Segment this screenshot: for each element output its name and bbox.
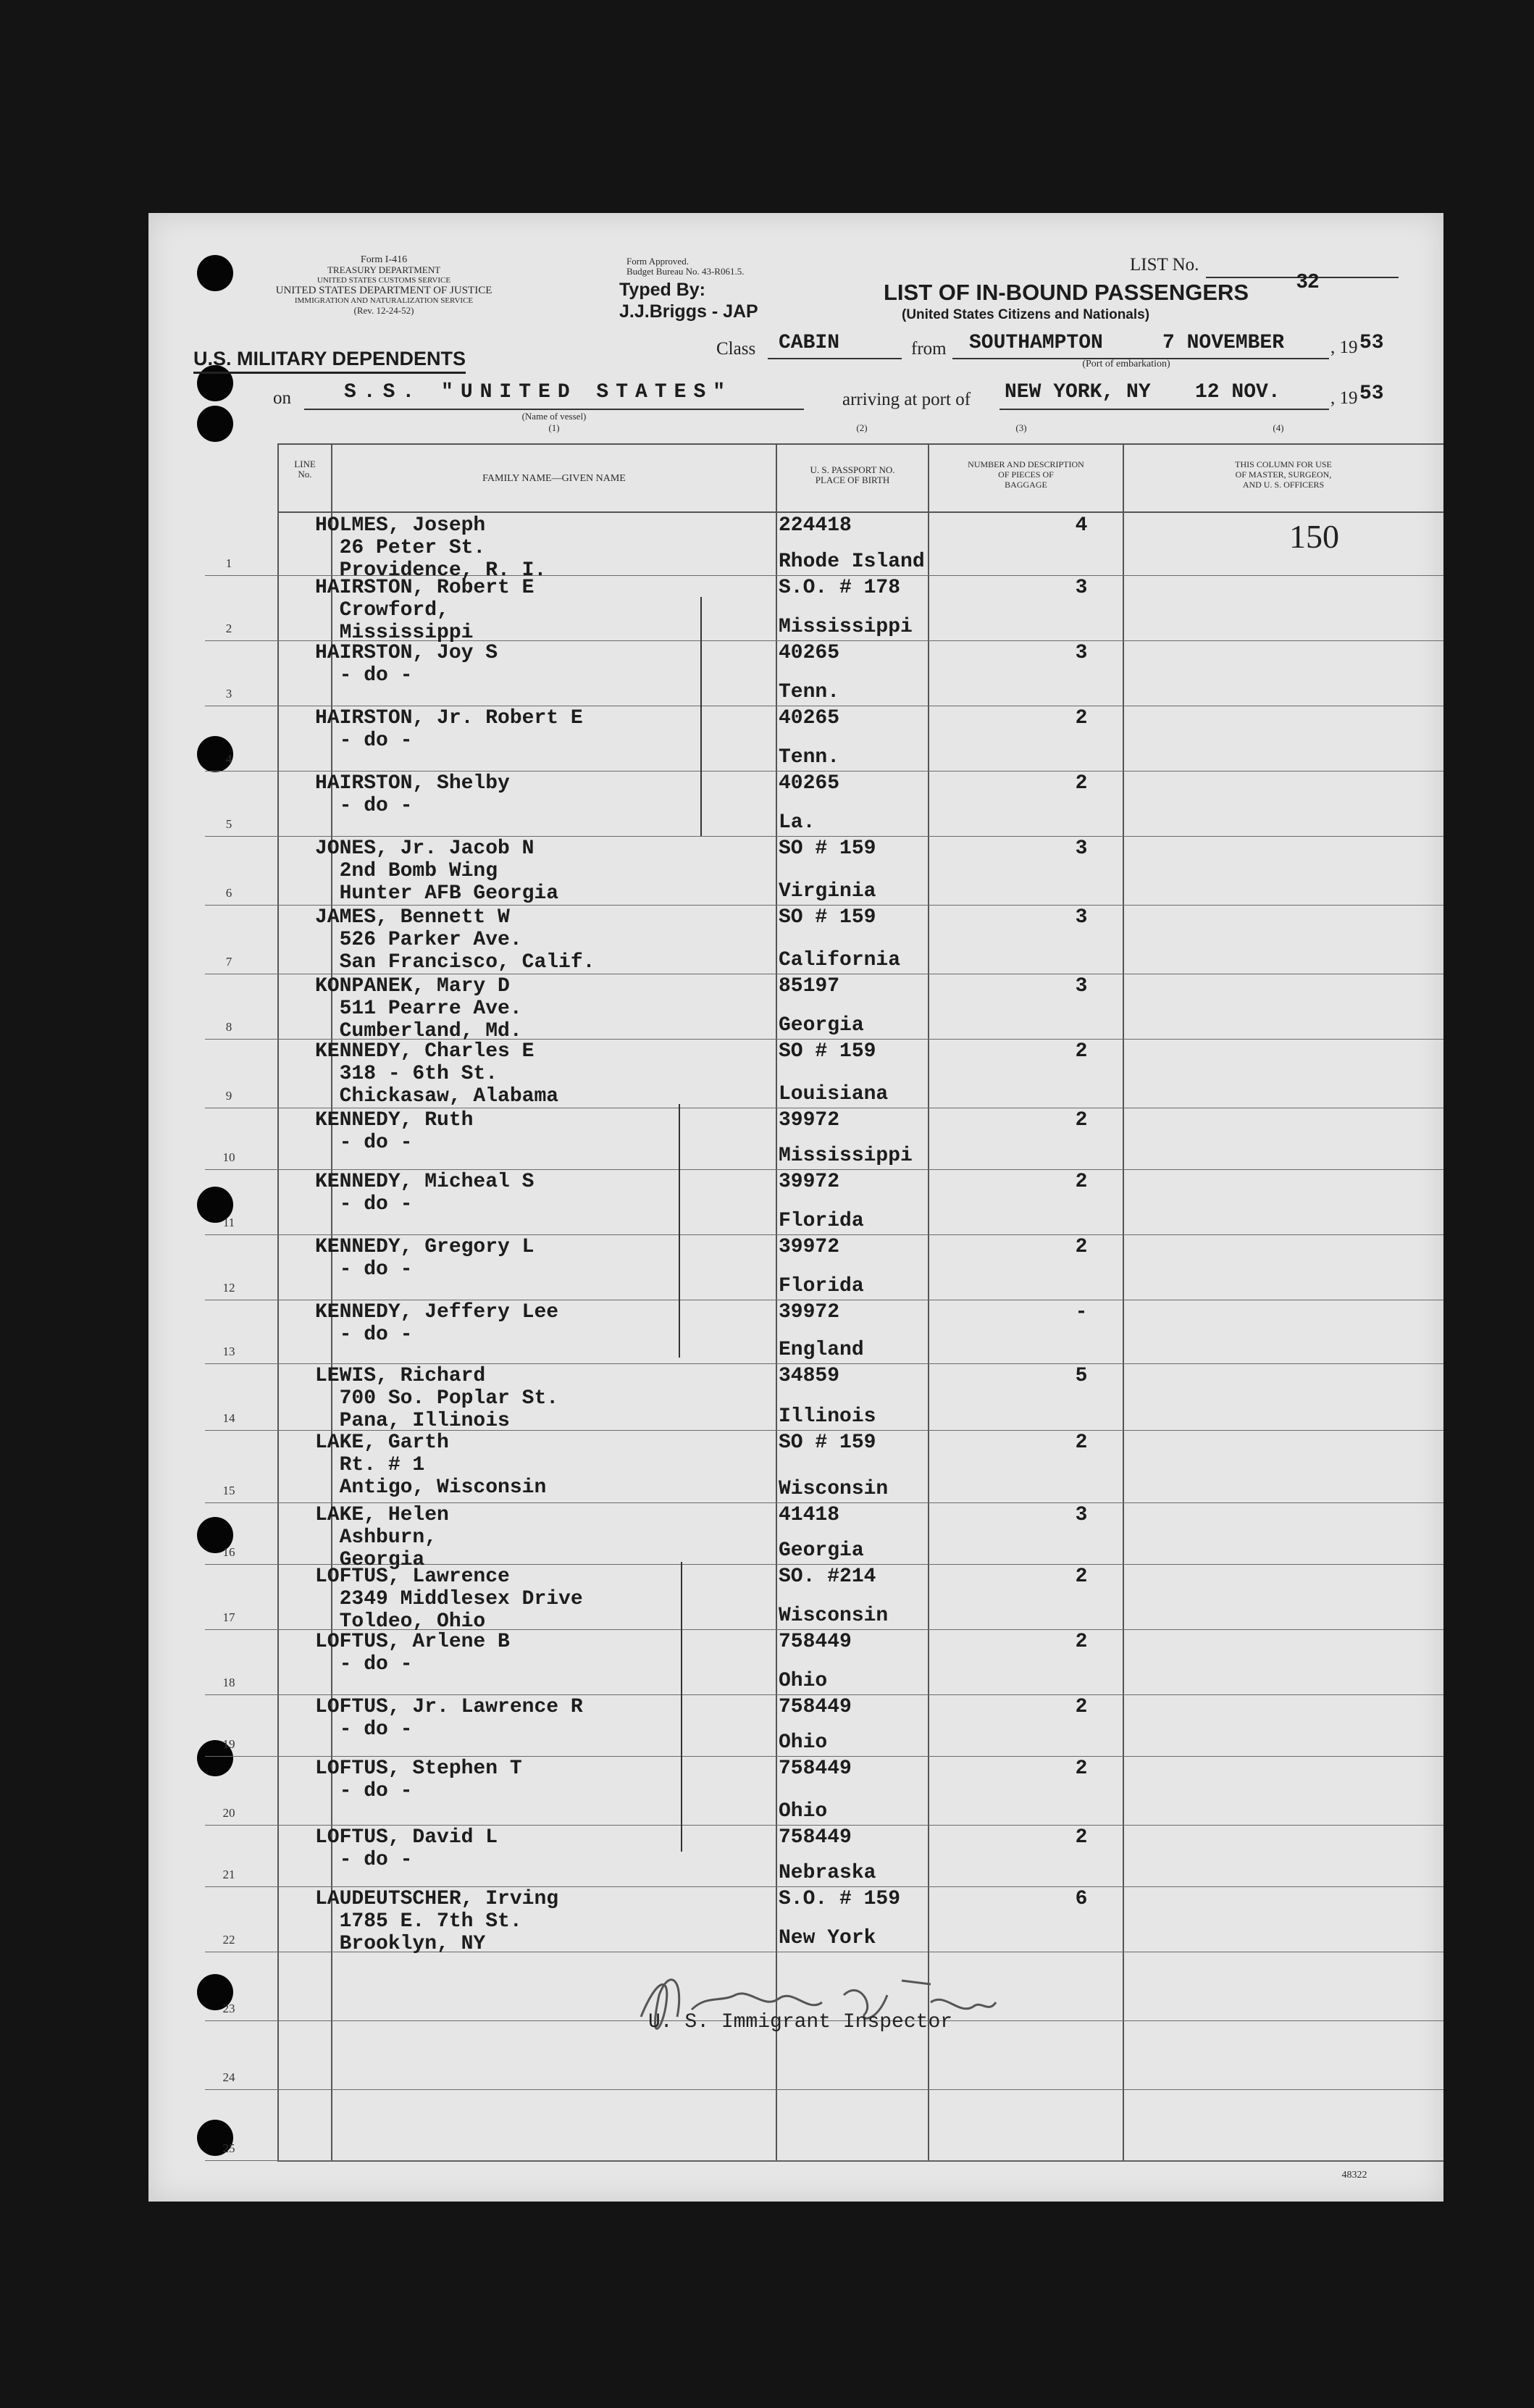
form-approved: Form Approved. [626, 256, 689, 267]
place-of-birth: Florida [779, 1275, 864, 1297]
place-of-birth: Wisconsin [779, 1478, 889, 1500]
passport-number: 85197 [779, 975, 840, 998]
line-number: 14 [222, 1411, 235, 1425]
arrival-date: 12 NOV. [1195, 381, 1281, 404]
from-label: from [911, 339, 947, 359]
list-no-label: LIST No. [1130, 255, 1199, 275]
table-row [205, 1886, 1443, 1955]
passenger-name: KENNEDY, Micheal S - do - [315, 1171, 535, 1216]
col2-number: (2) [856, 422, 868, 433]
passenger-name: HAIRSTON, Shelby - do - [315, 772, 510, 817]
line-number: 21 [222, 1868, 235, 1881]
place-of-birth: Rhode Island [779, 551, 925, 573]
passenger-name: KONPANEK, Mary D 511 Pearre Ave. Cumberland, Md. [315, 975, 522, 1042]
vessel-line [304, 409, 804, 410]
inspector-signature [626, 1952, 1003, 2053]
line-number: 9 [225, 1089, 232, 1103]
line-number: 11 [222, 1216, 235, 1229]
table-row [205, 1169, 1443, 1235]
place-of-birth: Illinois [779, 1405, 876, 1428]
header-line-no: LINE No. [294, 459, 316, 480]
table-row [205, 706, 1443, 772]
baggage-count: 3 [1075, 642, 1088, 664]
passport-number: SO # 159 [779, 906, 876, 929]
line-number: 7 [225, 955, 232, 969]
passport-number: 40265 [779, 772, 840, 795]
passport-number: S.O. # 178 [779, 577, 901, 599]
baggage-count: 2 [1075, 1757, 1088, 1780]
baggage-count: 2 [1075, 1565, 1088, 1588]
family-bracket [681, 1562, 682, 1852]
passport-number: 40265 [779, 707, 840, 729]
passport-number: 39972 [779, 1109, 840, 1132]
port-embarkation-note: (Port of embarkation) [1082, 359, 1170, 369]
passenger-name: LOFTUS, Jr. Lawrence R - do - [315, 1696, 583, 1741]
baggage-count: 5 [1075, 1365, 1088, 1387]
inspector-label: U. S. Immigrant Inspector [648, 2011, 953, 2033]
class-line [768, 358, 902, 359]
ins-service: IMMIGRATION AND NATURALIZATION SERVICE [294, 296, 474, 305]
table-row [205, 974, 1443, 1040]
baggage-count: 2 [1075, 1236, 1088, 1258]
arrival-port: NEW YORK, NY [1005, 381, 1151, 404]
passenger-name: KENNEDY, Ruth - do - [315, 1109, 474, 1154]
line-number: 3 [225, 687, 232, 701]
line-number: 12 [222, 1281, 235, 1295]
col4-number: (4) [1273, 422, 1284, 433]
line-number: 25 [222, 2141, 235, 2155]
table-row [205, 1039, 1443, 1108]
year2-prefix: , 19 [1330, 388, 1358, 408]
place-of-birth: Virginia [779, 880, 876, 903]
place-of-birth: Tenn. [779, 681, 840, 703]
baggage-count: - [1075, 1301, 1088, 1324]
passport-number: 41418 [779, 1504, 840, 1526]
baggage-count: 3 [1075, 837, 1088, 860]
passenger-name: LOFTUS, David L - do - [315, 1826, 498, 1871]
baggage-count: 4 [1075, 514, 1088, 537]
place-of-birth: California [779, 949, 901, 971]
place-of-birth: Nebraska [779, 1862, 876, 1884]
place-of-birth: Georgia [779, 1539, 864, 1562]
place-of-birth: Georgia [779, 1014, 864, 1037]
arrival-line [999, 409, 1329, 410]
passport-number: 758449 [779, 1826, 852, 1849]
line-number: 18 [222, 1676, 235, 1689]
passenger-name: KENNEDY, Jeffery Lee - do - [315, 1301, 559, 1346]
line-number: 22 [222, 1933, 235, 1947]
manifest-page [148, 213, 1443, 2202]
passenger-name: JONES, Jr. Jacob N 2nd Bomb Wing Hunter AFB Georgia [315, 837, 559, 905]
baggage-count: 6 [1075, 1888, 1088, 1910]
embarkation-port: SOUTHAMPTON [969, 332, 1103, 354]
passenger-name: JAMES, Bennett W 526 Parker Ave. San Francisco, Calif. [315, 906, 595, 974]
table-row [205, 1430, 1443, 1503]
passenger-name: LOFTUS, Stephen T - do - [315, 1757, 522, 1802]
line-number: 10 [222, 1150, 235, 1164]
passenger-name: LAKE, Helen Ashburn, Georgia [315, 1504, 449, 1571]
embarkation-date: 7 NOVEMBER [1162, 332, 1285, 354]
year2-value: 53 [1359, 382, 1384, 405]
baggage-count: 2 [1075, 707, 1088, 729]
page-number-stamp: 150 [1289, 518, 1339, 555]
passenger-name: KENNEDY, Gregory L - do - [315, 1236, 535, 1281]
baggage-count: 2 [1075, 772, 1088, 795]
on-label: on [273, 388, 291, 408]
form-revision: (Rev. 12-24-52) [353, 305, 414, 316]
line-number: 16 [222, 1545, 235, 1559]
line-number: 2 [225, 622, 232, 635]
place-of-birth: Mississippi [779, 616, 913, 638]
passport-number: 758449 [779, 1631, 852, 1653]
budget-bureau: Budget Bureau No. 43-R061.5. [626, 266, 745, 277]
family-bracket [700, 597, 702, 836]
baggage-count: 2 [1075, 1826, 1088, 1849]
baggage-count: 3 [1075, 577, 1088, 599]
footer-code: 48322 [1341, 2170, 1367, 2181]
line-number: 6 [225, 886, 232, 900]
passenger-name: LEWIS, Richard 700 So. Poplar St. Pana, Illinois [315, 1365, 559, 1432]
place-of-birth: New York [779, 1927, 876, 1949]
col1-number: (1) [548, 422, 560, 433]
approval-block [626, 256, 744, 277]
passport-number: S.O. # 159 [779, 1888, 901, 1910]
form-number: Form I-416 [360, 254, 408, 265]
table-row [205, 1629, 1443, 1695]
line-number: 8 [225, 1020, 232, 1034]
place-of-birth: England [779, 1339, 864, 1361]
passport-number: 758449 [779, 1696, 852, 1718]
document-subtitle: (United States Citizens and Nationals) [902, 307, 1150, 322]
place-of-birth: Florida [779, 1210, 864, 1232]
place-of-birth: Mississippi [779, 1145, 913, 1167]
class-value: CABIN [779, 332, 840, 354]
passenger-name: HAIRSTON, Robert E Crowford, Mississippi [315, 577, 535, 644]
form-id-block [257, 255, 511, 316]
table-row [205, 1825, 1443, 1887]
table-row [205, 1756, 1443, 1826]
header-name: FAMILY NAME—GIVEN NAME [482, 473, 626, 484]
table-row [205, 771, 1443, 837]
table-row [205, 1564, 1443, 1633]
line-number: 13 [222, 1345, 235, 1358]
line-number: 19 [222, 1737, 235, 1751]
baggage-count: 2 [1075, 1431, 1088, 1454]
baggage-count: 2 [1075, 1171, 1088, 1193]
line-number: 17 [222, 1610, 235, 1624]
list-no-value: 32 [1296, 269, 1320, 292]
baggage-count: 3 [1075, 906, 1088, 929]
place-of-birth: Wisconsin [779, 1605, 889, 1627]
passport-number: 34859 [779, 1365, 840, 1387]
header-baggage: NUMBER AND DESCRIPTION OF PIECES OF BAGGAGE [968, 459, 1084, 490]
table-row [205, 1108, 1443, 1170]
passport-number: SO # 159 [779, 837, 876, 860]
baggage-count: 3 [1075, 975, 1088, 998]
table-top-border [277, 443, 1443, 445]
customs-service: UNITED STATES CUSTOMS SERVICE [317, 276, 451, 285]
line-number: 15 [222, 1484, 235, 1497]
table-row [205, 513, 1443, 582]
line-number: 24 [222, 2070, 235, 2084]
line-number: 20 [222, 1806, 235, 1820]
line-number: 23 [222, 2002, 235, 2015]
justice-dept: UNITED STATES DEPARTMENT OF JUSTICE [275, 285, 493, 296]
place-of-birth: La. [779, 811, 816, 834]
passenger-name: HOLMES, Joseph 26 Peter St. Providence, R. I. [315, 514, 547, 582]
line-number: 1 [225, 556, 232, 570]
passenger-name: KENNEDY, Charles E 318 - 6th St. Chickasaw, Alabama [315, 1040, 559, 1108]
passport-number: 758449 [779, 1757, 852, 1780]
baggage-count: 2 [1075, 1109, 1088, 1132]
passport-number: 39972 [779, 1171, 840, 1193]
table-row [205, 2089, 1443, 2161]
table-row [205, 1694, 1443, 1757]
table-row [205, 1363, 1443, 1431]
passenger-name: HAIRSTON, Joy S - do - [315, 642, 498, 687]
place-of-birth: Ohio [779, 1670, 828, 1692]
header-officers: THIS COLUMN FOR USE OF MASTER, SURGEON, AND U. S. OFFICERS [1235, 459, 1332, 490]
year1-prefix: , 19 [1330, 338, 1358, 357]
baggage-count: 2 [1075, 1631, 1088, 1653]
binder-hole [197, 255, 233, 291]
binder-hole [197, 406, 233, 442]
table-row [205, 1300, 1443, 1364]
table-row [205, 640, 1443, 706]
passenger-name: HAIRSTON, Jr. Robert E - do - [315, 707, 583, 752]
place-of-birth: Louisiana [779, 1083, 889, 1105]
passport-number: SO. #214 [779, 1565, 876, 1588]
passport-number: 39972 [779, 1236, 840, 1258]
baggage-count: 2 [1075, 1696, 1088, 1718]
typed-by-label: Typed By: [619, 280, 705, 300]
passenger-name: LAKE, Garth Rt. # 1 Antigo, Wisconsin [315, 1431, 547, 1499]
passport-number: 224418 [779, 514, 852, 537]
typed-by-value: J.J.Briggs - JAP [619, 301, 758, 322]
table-row [205, 575, 1443, 644]
passport-number: 40265 [779, 642, 840, 664]
passenger-name: LOFTUS, Lawrence 2349 Middlesex Drive Toldeo, Ohio [315, 1565, 583, 1633]
place-of-birth: Ohio [779, 1731, 828, 1754]
passenger-name: LAUDEUTSCHER, Irving 1785 E. 7th St. Brooklyn, NY [315, 1888, 559, 1955]
table-row [205, 1502, 1443, 1571]
baggage-count: 2 [1075, 1040, 1088, 1063]
passenger-name: LOFTUS, Arlene B - do - [315, 1631, 510, 1676]
passport-number: SO # 159 [779, 1040, 876, 1063]
passport-number: SO # 159 [779, 1431, 876, 1454]
header-passport: U. S. PASSPORT NO. PLACE OF BIRTH [810, 464, 895, 485]
col3-number: (3) [1015, 422, 1027, 433]
family-bracket [679, 1104, 680, 1358]
passenger-category: U.S. MILITARY DEPENDENTS [193, 348, 466, 374]
place-of-birth: Tenn. [779, 746, 840, 769]
passport-number: 39972 [779, 1301, 840, 1324]
arriving-label: arriving at port of [842, 390, 971, 409]
document-title: LIST OF IN-BOUND PASSENGERS [884, 280, 1249, 305]
table-row [205, 836, 1443, 906]
vessel-name: S.S. "UNITED STATES" [344, 381, 733, 404]
class-label: Class [716, 339, 756, 359]
year1-value: 53 [1359, 332, 1384, 354]
table-row [205, 905, 1443, 974]
line-number: 4 [225, 752, 232, 766]
baggage-count: 3 [1075, 1504, 1088, 1526]
place-of-birth: Ohio [779, 1800, 828, 1823]
table-row [205, 1234, 1443, 1300]
treasury-dept: TREASURY DEPARTMENT [327, 264, 441, 275]
vessel-note: (Name of vessel) [521, 411, 587, 422]
line-number: 5 [225, 817, 232, 831]
